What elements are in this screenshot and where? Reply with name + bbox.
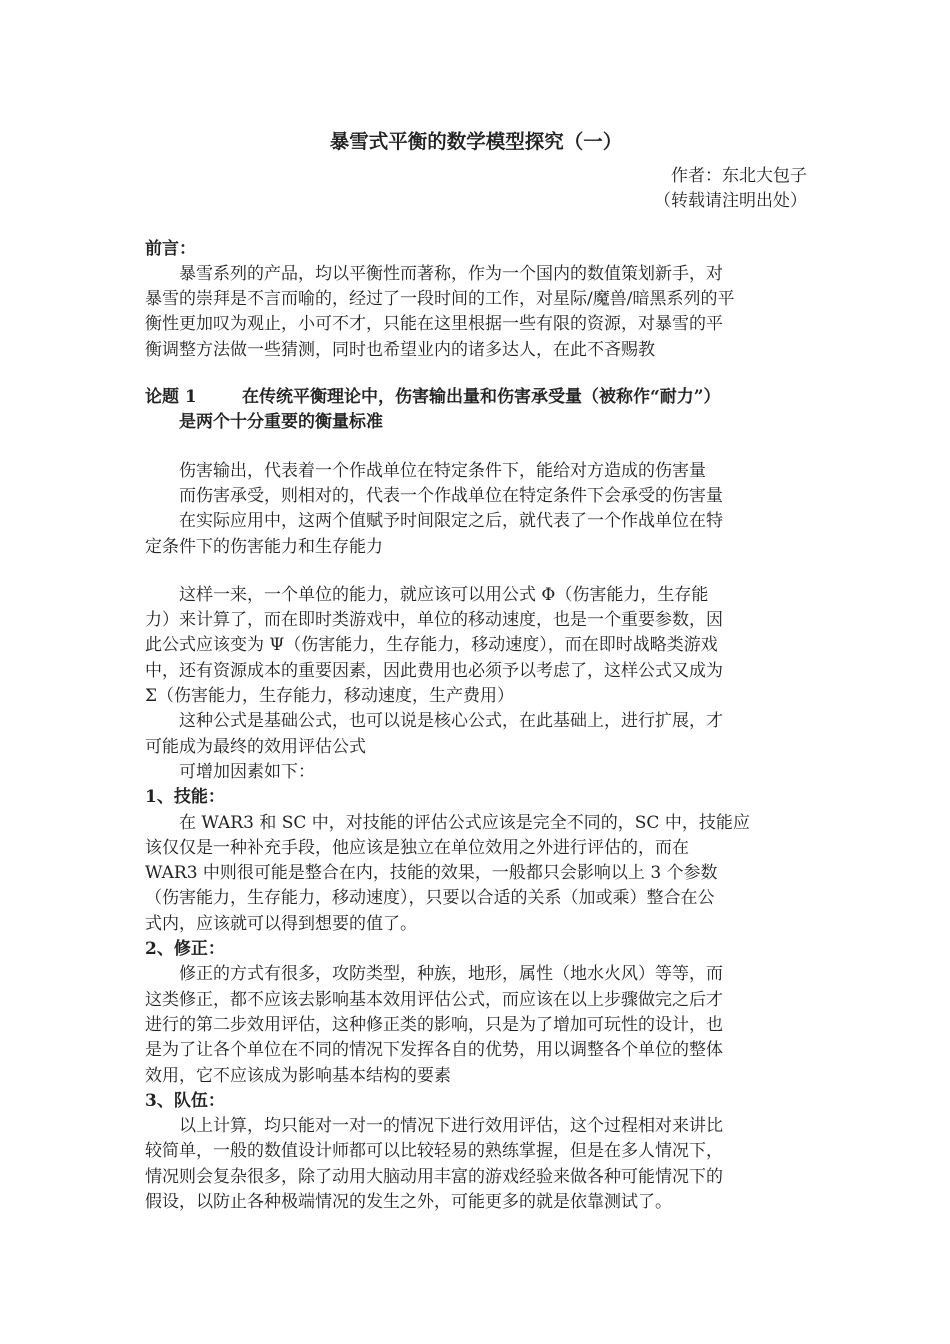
factor-modifiers xyxy=(145,937,807,1089)
author-line: 作者：东北大包子 xyxy=(671,166,807,186)
factor-heading: 2、修正： xyxy=(145,939,225,960)
text-line: 这样一来，一个单位的能力，就应该可以用公式 Φ（伤害能力，生存能 xyxy=(179,584,709,605)
text-line: 中，还有资源成本的重要因素，因此费用也必须予以考虑了，这样公式又成为 xyxy=(145,660,723,681)
thesis-text: 在传统平衡理论中，伤害输出量和伤害承受量（被称作“耐力”） xyxy=(242,387,721,408)
preface-heading: 前言： xyxy=(145,238,196,259)
preface-paragraph xyxy=(145,262,807,363)
text-line: 较简单，一般的数值设计师都可以比较轻易的熟练掌握，但是在多人情况下， xyxy=(145,1141,723,1162)
text-line: 这种公式是基础公式，也可以说是核心公式，在此基础上，进行扩展，才 xyxy=(179,711,723,732)
text-line: 进行的第二步效用评估，这种修正类的影响，只是为了增加可玩性的设计，也 xyxy=(145,1014,723,1035)
text-line: 该仅仅是一种补充手段，他应该是独立在单位效用之外进行评估的，而在 xyxy=(145,837,689,858)
text-line: 在 WAR3 和 SC 中，对技能的评估公式应该是完全不同的，SC 中，技能应 xyxy=(179,812,750,833)
text-line: 伤害输出，代表着一个作战单位在特定条件下，能给对方造成的伤害量 xyxy=(179,460,706,481)
text-line: 而伤害承受，则相对的，代表一个作战单位在特定条件下会承受的伤害量 xyxy=(179,485,723,506)
text-line: 在实际应用中，这两个值赋予时间限定之后，就代表了一个作战单位在特 xyxy=(179,511,723,532)
factors-intro: 可增加因素如下： xyxy=(179,761,315,782)
text-line: 是为了让各个单位在不同的情况下发挥各自的优势，用以调整各个单位的整体 xyxy=(145,1040,723,1061)
repost-note: （转载请注明出处） xyxy=(654,191,807,212)
thesis-text-continued: 是两个十分重要的衡量标准 xyxy=(179,412,383,433)
text-line: 暴雪的崇拜是不言而喻的，经过了一段时间的工作，对星际/魔兽/暗黑系列的平 xyxy=(145,289,735,310)
text-line: 修正的方式有很多，攻防类型，种族，地形，属性（地水火风）等等，而 xyxy=(179,964,723,985)
text-line: WAR3 中则很可能是整合在内，技能的效果，一般都只会影响以上 3 个参数 xyxy=(145,863,718,884)
text-line: 可能成为最终的效用评估公式 xyxy=(145,736,366,757)
definitions-block xyxy=(145,459,807,560)
text-line: 此公式应该变为 Ψ（伤害能力，生存能力，移动速度），而在即时战略类游戏 xyxy=(145,635,718,656)
document-body xyxy=(145,128,807,1215)
formula-paragraph xyxy=(145,583,807,709)
text-line: Σ（伤害能力，生存能力，移动速度，生产费用） xyxy=(145,686,515,707)
factor-heading: 1、技能： xyxy=(145,787,225,808)
text-line: 效用，它不应该成为影响基本结构的要素 xyxy=(145,1065,451,1086)
text-line: 力）来计算了，而在即时类游戏中，单位的移动速度，也是一个重要参数，因 xyxy=(145,610,723,631)
text-line: 衡性更加叹为观止，小可不才，只能在这里根据一些有限的资源，对暴雪的平 xyxy=(145,314,723,335)
document-title: 暴雪式平衡的数学模型探究（一） xyxy=(329,130,623,153)
text-line: 这类修正，都不应该去影响基本效用评估公式，而应该在以上步骤做完之后才 xyxy=(145,989,723,1010)
factor-heading: 3、队伍： xyxy=(145,1090,225,1111)
thesis-heading xyxy=(145,385,807,410)
text-line: 以上计算，均只能对一对一的情况下进行效用评估，这个过程相对来讲比 xyxy=(179,1116,723,1137)
text-line: 暴雪系列的产品，均以平衡性而著称，作为一个国内的数值策划新手，对 xyxy=(179,263,723,284)
core-paragraph xyxy=(145,709,807,760)
text-line: 定条件下的伤害能力和生存能力 xyxy=(145,536,383,557)
thesis-label: 论题 1 xyxy=(145,387,197,408)
text-line: （伤害能力，生存能力，移动速度），只要以合适的关系（加或乘）整合在公 xyxy=(145,888,715,909)
factor-skills xyxy=(145,785,807,937)
factor-teams xyxy=(145,1089,807,1215)
text-line: 式内，应该就可以得到想要的值了。 xyxy=(145,913,417,934)
text-line: 假设，以防止各种极端情况的发生之外，可能更多的就是依靠测试了。 xyxy=(145,1191,672,1212)
text-line: 情况则会复杂很多，除了动用大脑动用丰富的游戏经验来做各种可能情况下的 xyxy=(145,1166,723,1187)
text-line: 衡调整方法做一些猜测，同时也希望业内的诸多达人，在此不吝赐教 xyxy=(145,339,655,360)
